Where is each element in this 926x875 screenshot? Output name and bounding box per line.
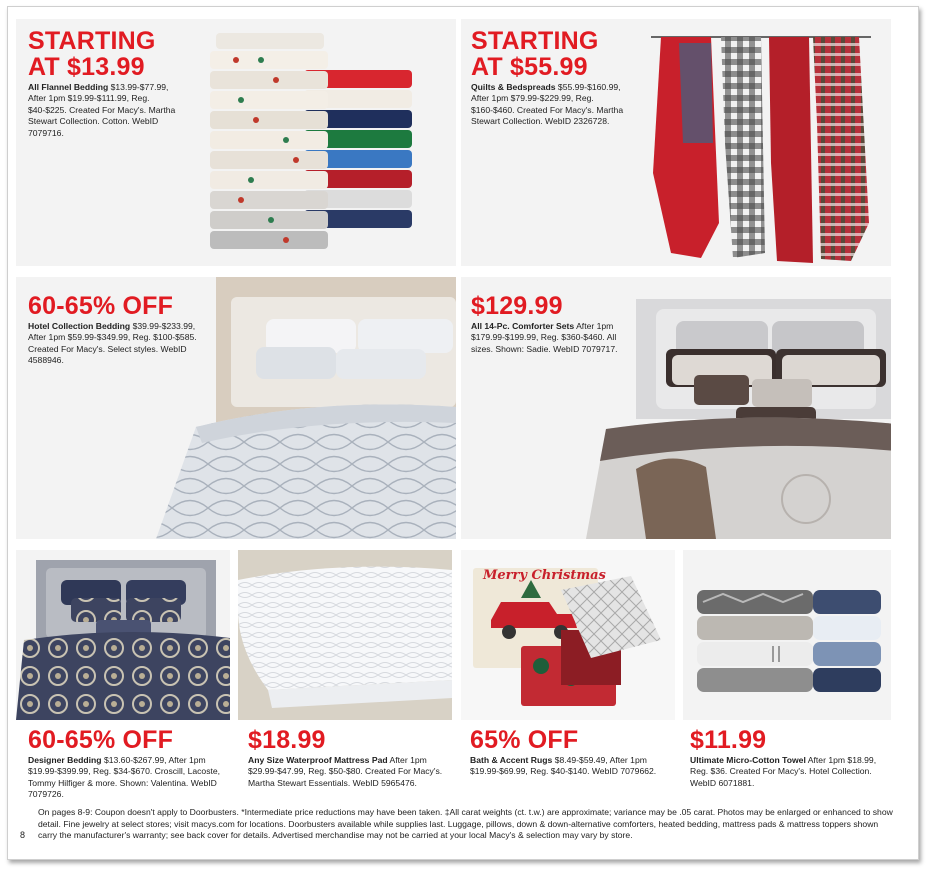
- panel-micro-cotton-towel: [683, 550, 891, 720]
- gray-plaid-quilt: [721, 37, 765, 258]
- flannel-sheet-stacks-image: [196, 25, 426, 265]
- left-towel-stack: [697, 590, 813, 692]
- quilts-details: $55.99-$160.99, After 1pm $79.99-$229.99, Reg. $160-$460. Created For Macy's. Martha Stewart Collection. WebID 2326728.: [471, 82, 624, 127]
- page-number: 8: [20, 830, 26, 840]
- flannel-left-stack: [210, 33, 328, 249]
- panel-designer-bedding: [16, 550, 230, 720]
- comforter-product-name: All 14-Pc. Comforter Sets: [471, 321, 575, 331]
- panel-hotel-collection: [16, 277, 456, 539]
- mattress-description: [248, 755, 453, 789]
- designer-product-name: Designer Bedding: [28, 755, 102, 765]
- right-towel-stack: [813, 590, 881, 692]
- flannel-headline-line1: STARTING: [28, 27, 156, 55]
- panel-comforter-sets: [461, 277, 891, 539]
- red-plaid-quilt: [813, 37, 869, 261]
- rug-merry-christmas-text: Merry Christmas: [483, 568, 606, 583]
- panel-flannel-bedding: [16, 19, 456, 266]
- hotel-bed-image: [136, 277, 456, 539]
- throw-blanket: [636, 458, 716, 539]
- mattress-headline: $18.99: [248, 726, 326, 754]
- ad-page: [7, 6, 919, 860]
- quilts-product-name: Quilts & Bedspreads: [471, 82, 556, 92]
- rugs-product-name: Bath & Accent Rugs: [470, 755, 553, 765]
- mattress-product-name: Any Size Waterproof Mattress Pad: [248, 755, 388, 765]
- mattress-details: After 1pm $29.99-$47.99, Reg. $50-$80. Created For Macy's. Martha Stewart Essentials. WebID 5965476.: [248, 755, 443, 788]
- hanging-quilts-image: [641, 23, 881, 263]
- designer-description: [28, 755, 228, 801]
- panel-quilts-bedspreads: [461, 19, 891, 266]
- mattress-pad-image: [238, 550, 452, 720]
- towel-description: [690, 755, 895, 789]
- hotel-headline: 60-65% OFF: [28, 292, 174, 320]
- rugs-headline: 65% OFF: [470, 726, 579, 754]
- quilts-description: [471, 82, 631, 128]
- rugs-description: [470, 755, 675, 778]
- quilts-headline-line2: AT $55.99: [471, 53, 588, 81]
- quilts-headline: [471, 28, 599, 80]
- comforter-details: After 1pm $179.99-$199.99, Reg. $360-$460. All sizes. Shown: Sadie. WebID 7079717.: [471, 321, 618, 354]
- hotel-details: $39.99-$233.99, After 1pm $59.99-$349.99, Reg. $100-$585. Created For Macy's. Select styles. WebID 4588946.: [28, 321, 197, 366]
- flannel-headline: [28, 28, 156, 80]
- flannel-description: [28, 82, 188, 139]
- towel-details: After 1pm $18.99, Reg. $36. Created For Macy's. Hotel Collection. WebID 6071881.: [690, 755, 877, 788]
- designer-details: $13.60-$267.99, After 1pm $19.99-$399.99, Reg. $34-$670. Croscill, Lacoste, Tommy Hilfiger & more. Shown: Valentina. WebID 7079726.: [28, 755, 221, 800]
- towel-stacks-image: [683, 550, 891, 720]
- flannel-headline-line2: AT $13.99: [28, 53, 145, 81]
- flannel-product-name: All Flannel Bedding: [28, 82, 109, 92]
- flannel-details: $13.99-$77.99, After 1pm $19.99-$111.99, Reg. $40-$225. Created For Macy's. Martha Stewart Collection. Cotton. WebID 7079716.: [28, 82, 176, 138]
- panel-bath-accent-rugs: [461, 550, 675, 720]
- designer-bed-image: [16, 550, 230, 720]
- hotel-product-name: Hotel Collection Bedding: [28, 321, 131, 331]
- quilts-headline-line1: STARTING: [471, 27, 599, 55]
- rugs-details: $8.49-$59.49, After 1pm $19.99-$69.99, Reg. $40-$140. WebID 7079662.: [470, 755, 657, 777]
- designer-headline: 60-65% OFF: [28, 726, 174, 754]
- towel-product-name: Ultimate Micro-Cotton Towel: [690, 755, 806, 765]
- comforter-headline: $129.99: [471, 292, 563, 320]
- legal-footer: On pages 8-9: Coupon doesn't apply to Doorbusters. *Intermediate price reductions may have been taken. ‡All carat weights (ct. t.w.) are approximate; variance may be .05 carat. Photos may be enlarged or enhanced to show detail. Fine jewelry at select stores; visit macys.com for locations. Doorbusters available while supplies last. Luggage, pillows, down & down-alternative comforters, heated bedding, mattress pads & mattress toppers shown carry the manufacturer's warranty; see back cover for details. Advertised merchandise may not be carried at your local Macy's & selection may vary by store.: [38, 807, 893, 841]
- towel-headline: $11.99: [690, 726, 767, 754]
- panel-mattress-pad: [238, 550, 452, 720]
- red-solid-quilt: [769, 37, 813, 263]
- comforter-bed-image: [576, 299, 891, 539]
